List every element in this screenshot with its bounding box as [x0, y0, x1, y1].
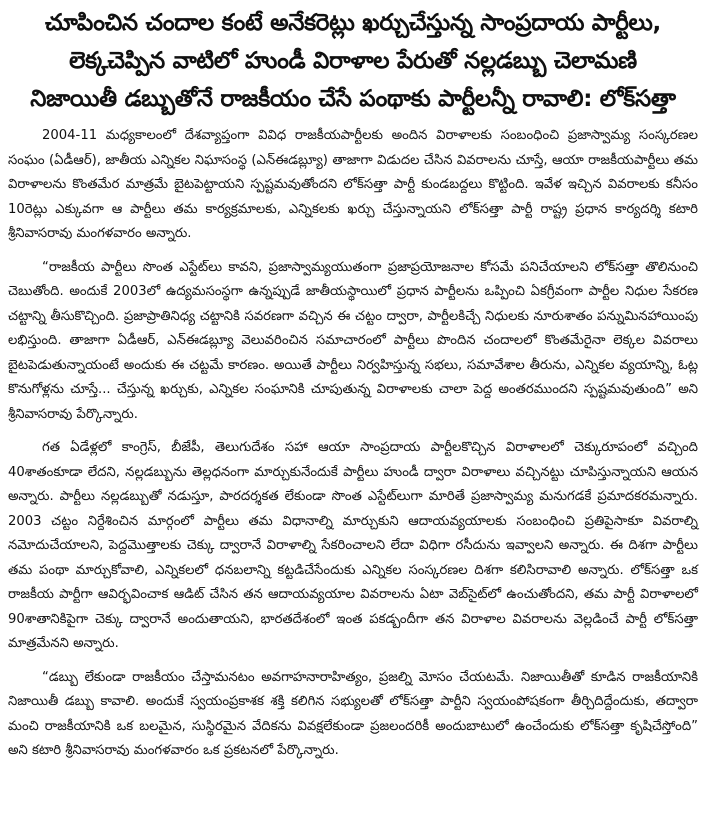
headline-line-2: లెక్కచెప్పిన వాటిలో హుండీ విరాళాల పేరుతో నల్లడబ్బు చెలామణి: [69, 48, 637, 74]
paragraph-4: “డబ్బు లేకుండా రాజకీయం చేస్తామనటం అవగాహనారాహిత్యం, ప్రజల్ని మోసం చేయటమే. నిజాయితీతో కూడిన రాజకీయానికి నిజాయితీ డబ్బు కావాలి. అందుకే స్వయంప్రకాశక శక్తి కలిగిన సభ్యులతో లోక్‌సత్తా పార్టీని స్వయంపోషకంగా తీర్చిదిద్దేందుకు, తద్వారా మంచి రాజకీయానికి ఒక బలమైన, సుస్థిరమైన వేదికను వివక్షలేకుండా ప్రజలందరికీ అందుబాటులో ఉంచేందుకు లోక్‌సత్తా కృషిచేస్తోంది” అని కటారి శ్రీనివాసరావు మంగళవారం ఒక ప్రకటనలో పేర్కొన్నారు.: [8, 669, 698, 758]
headline-block: [8, 4, 698, 118]
paragraph-3: గత ఏడేళ్లలో కాంగ్రెస్‌, బీజేపీ, తెలుగుదేశం సహా ఆయా సాంప్రదాయ పార్టీలకొచ్చిన విరాళాలలో చెక్కురూపంలో వచ్చింది 40శాతంకూడా లేదని, నల్లడబ్బును తెల్లధనంగా మార్చుకునేందుకే పార్టీలు హుండీ ద్వారా విరాళాలు వచ్చినట్టు చూపిస్తున్నాయని ఆయన అన్నారు. పార్టీలు నల్లడబ్బుతో నడుస్తూ, పారదర్శకత లేకుండా సొంత ఎస్టేట్‌లుగా మారితే ప్రజాస్వామ్య మనుగడకే ప్రమాదకరమన్నారు. 2003 చట్టం నిర్దేశించిన మార్గంలో పార్టీలు తమ విధానాల్ని మార్చుకుని ఆదాయవ్యయాలకు సంబంధించి ప్రతిపైసాకూ వివరాల్ని నమోదుచేయాలని, పెద్దమొత్తాలకు చెక్కు ద్వారానే విరాళాల్ని సేకరించాలని లేదా విధిగా రసీదును ఇవ్వాలని అన్నారు. ఈ దిశగా పార్టీలు తమ పంథా మార్చుకోవాలి, ఎన్నికలలో ధనబలాన్ని కట్టడిచేసేందుకు ఎన్నికల సంస్కరణల దిశగా కలిసిరావాలి అన్నారు. లోక్‌సత్తా ఒక రాజకీయ పార్టీగా ఆవిర్భవించాక ఆడిట్‌ చేసిన తన ఆదాయవ్యయాల వివరాలను ఏటా వెబ్‌సైట్‌లో ఉంచుతోందని, తమ పార్టీ విరాళాలలో 90శాతానికిపైగా చెక్కు ద్వారానే అందుతాయని, భారతదేశంలో ఇంత పకడ్బందీగా తన విరాళాల వివరాలను వెల్లడించే పార్టీ లోక్‌సత్తా మాత్రమేనని అన్నారు.: [8, 440, 698, 651]
article-body: [8, 124, 698, 764]
paragraph-1: 2004-11 మధ్యకాలంలో దేశవ్యాప్తంగా వివిధ రాజకీయపార్టీలకు అందిన విరాళాలకు సంబంధించి ప్రజాస్వామ్య సంస్కరణల సంఘం (ఏడీఆర్‌), జాతీయ ఎన్నికల నిఘాసంస్థ (ఎన్‌ఈడబ్ల్యూ) తాజాగా విడుదల చేసిన వివరాలను చూస్తే, ఆయా రాజకీయపార్టీలు తమ విరాళాలను కొంతమేర మాత్రమే బైటపెట్టాయని స్పష్టమవుతోందని లోక్‌సత్తా పార్టీ కుండబద్దలు కొట్టింది. ఇవేళ ఇచ్చిన వివరాలకు కనీసం 10రెట్లు ఎక్కువగా ఆ పార్టీలు తమ కార్యక్రమాలకు, ఎన్నికలకు ఖర్చు చేస్తున్నాయని లోక్‌సత్తా పార్టీ రాష్ట్ర ప్రధాన కార్యదర్శి కటారి శ్రీనివాసరావు మంగళవారం అన్నారు.: [8, 128, 698, 241]
headline-line-1: చూపించిన చందాల కంటే అనేకరెట్లు ఖర్చుచేస్తున్న సాంప్రదాయ పార్టీలు,: [45, 10, 661, 36]
paragraph-2: “రాజకీయ పార్టీలు సొంత ఎస్టేట్‌లు కావని, ప్రజాస్వామ్యయుతంగా ప్రజాప్రయోజనాల కోసమే పనిచేయాలని లోక్‌సత్తా తొలినుంచి చెబుతోంది. అందుకే 2003లో ఉద్యమసంస్థగా ఉన్నప్పుడే జాతీయస్థాయిలో ప్రధాన పార్టీలను ఒప్పించి ఏకగ్రీవంగా పార్టీల నిధుల సేకరణ చట్టాన్ని తీసుకొచ్చింది. ప్రజాప్రాతినిధ్య చట్టానికి సవరణగా వచ్చిన ఈ చట్టం ద్వారా, పార్టీలకిచ్చే నిధులకు నూరుశాతం పన్నుమినహాయింపు లభిస్తుంది. తాజాగా ఏడీఆర్‌, ఎన్‌ఈడబ్ల్యూ వెలువరించిన సమాచారంలో పార్టీలు పొందిన చందాలలో కొంతమేరైనా లెక్కల వివరాలు బైటపెడుతున్నాయంటే అందుకు ఈ చట్టమే కారణం. అయితే పార్టీలు నిర్వహిస్తున్న సభలు, సమావేశాల తీరును, ఎన్నికల వ్యయాన్ని, ఓట్ల కొనుగోళ్లను చూస్తే... చేస్తున్న ఖర్చుకు, ఎన్నికల సంఘానికి చూపుతున్న విరాళాలకు చాలా పెద్ద అంతరముందని స్పష్టమవుతుంది” అని శ్రీనివాసరావు పేర్కొన్నారు.: [8, 259, 698, 422]
headline-line-3: నిజాయితీ డబ్బుతోనే రాజకీయం చేసే పంథాకు పార్టీలన్నీ రావాలి: లోక్‌సత్తా: [30, 86, 676, 112]
